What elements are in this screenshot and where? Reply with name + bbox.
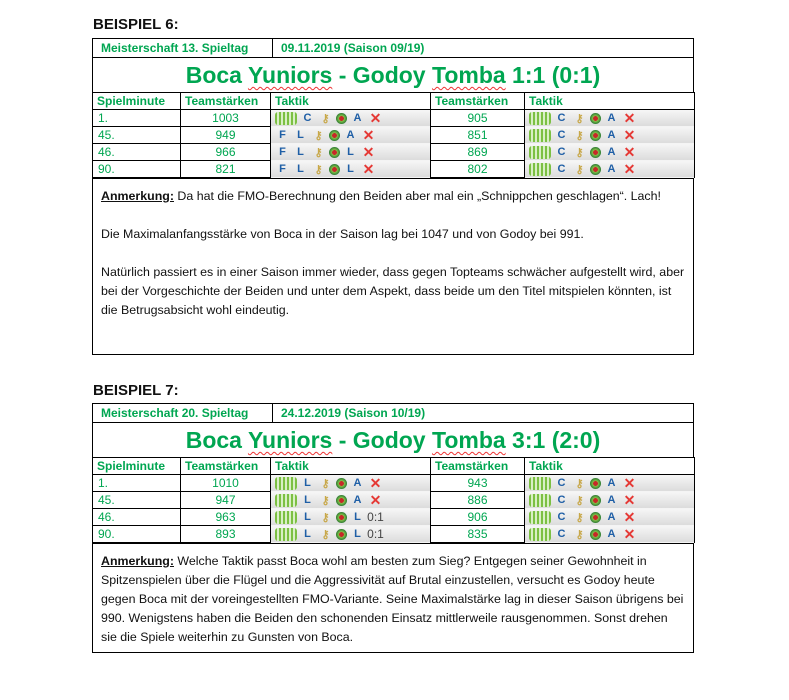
aggression-dial-icon — [336, 529, 347, 540]
stats-header — [93, 458, 695, 475]
header-tactic-home: Taktik — [271, 93, 431, 110]
minute-cell: 1. — [93, 110, 181, 127]
tactic-icons — [525, 127, 694, 143]
aggression-dial-icon — [329, 130, 340, 141]
note-paragraph: Die Maximalanfangsstärke von Boca in der Saison lag bei 1047 und von Godoy bei 991. — [101, 227, 584, 241]
away-strength-cell: 802 — [431, 161, 525, 178]
tactic-letter-icon: F — [279, 146, 286, 158]
formation-bars-icon — [529, 129, 551, 142]
close-icon: ✕ — [623, 491, 636, 508]
minute-cell: 1. — [93, 475, 181, 492]
away-tactic-cell — [525, 509, 695, 526]
away-tactic-cell — [525, 144, 695, 161]
tactic-letter-icon: C — [557, 511, 566, 523]
close-icon: ✕ — [362, 160, 375, 177]
match-meta — [92, 38, 694, 57]
formation-bars-icon — [529, 511, 551, 524]
key-icon: ⚷ — [314, 146, 323, 159]
match-title: Boca Yuniors - Godoy Tomba 3:1 (2:0) — [92, 422, 694, 457]
stats-table — [92, 92, 695, 178]
header-tactic-away: Taktik — [525, 458, 695, 475]
tactic-letter-icon: A — [607, 129, 616, 141]
tactic-letter-icon: L — [304, 511, 311, 523]
note-paragraph: Natürlich passiert es in einer Saison immer wieder, dass gegen Topteams schwächer aufgestellt wird, aber bei der Vorgeschichte der Beiden und unter dem Aspekt, dass beide um den Titel mitspielen könnten, ist die Betrugsabsicht wohl eindeutig. — [101, 265, 685, 317]
tactic-letter-icon: F — [279, 163, 286, 175]
tactic-letter-icon: A — [607, 511, 616, 523]
tactic-icons — [271, 144, 430, 160]
away-strength-cell: 906 — [431, 509, 525, 526]
aggression-dial-icon — [590, 495, 601, 506]
tactic-icons — [271, 509, 430, 525]
formation-bars-icon — [529, 528, 551, 541]
home-tactic-cell — [271, 509, 431, 526]
aggression-dial-icon — [336, 478, 347, 489]
tactic-letter-icon: C — [557, 494, 566, 506]
formation-bars-icon — [529, 494, 551, 507]
note-box — [92, 178, 694, 355]
key-icon: ⚷ — [575, 477, 584, 490]
tactic-icons — [271, 492, 430, 508]
home-strength-cell: 963 — [181, 509, 271, 526]
aggression-dial-icon — [590, 512, 601, 523]
header-tactic-home: Taktik — [271, 458, 431, 475]
note-first-paragraph: Anmerkung: Welche Taktik passt Boca wohl am besten zum Sieg? Entgegen seiner Gewohnheit in Spitzenspielen über die Flügel und die Aggressivität auf Brutal einzustellen, versucht es Godoy heute gegen Boca mit der voreingestellten FMO-Variante. Seine Maximalstärke lag in dieser Saison übrigens bei 990. Wenigstens haben die Beiden den schonenden Einsatz mittlerweile rausgenommen. Sonst drehen sie die Spiele weiterhin zu Gunsten von Boca. — [101, 554, 684, 644]
match-date: 09.11.2019 (Saison 09/19) — [281, 41, 425, 55]
tactic-icons — [525, 492, 694, 508]
formation-bars-icon — [529, 146, 551, 159]
formation-bars-icon — [529, 112, 551, 125]
tactic-letter-icon: L — [297, 146, 304, 158]
tactic-letter-icon: L — [297, 129, 304, 141]
header-minute: Spielminute — [93, 93, 181, 110]
close-icon: ✕ — [369, 474, 382, 491]
close-icon: ✕ — [369, 109, 382, 126]
tactic-icons — [525, 526, 694, 542]
match-round: Meisterschaft 13. Spieltag — [93, 39, 273, 57]
table-row — [93, 492, 695, 509]
tactic-letter-icon: C — [557, 112, 566, 125]
score-icon: 0:1 — [367, 527, 384, 541]
close-icon: ✕ — [623, 160, 636, 177]
table-row — [93, 509, 695, 526]
formation-bars-icon — [529, 163, 551, 176]
formation-bars-icon — [275, 112, 297, 125]
tactic-letter-icon: L — [354, 511, 361, 523]
tactic-icons — [525, 144, 694, 160]
close-icon: ✕ — [369, 491, 382, 508]
tactic-letter-icon: C — [557, 528, 566, 540]
formation-bars-icon — [275, 528, 297, 541]
match-date: 24.12.2019 (Saison 10/19) — [281, 406, 426, 420]
key-icon: ⚷ — [575, 528, 584, 541]
close-icon: ✕ — [362, 126, 375, 143]
key-icon: ⚷ — [575, 494, 584, 507]
minute-cell: 90. — [93, 161, 181, 178]
match-meta — [92, 403, 694, 422]
formation-bars-icon — [529, 477, 551, 490]
aggression-dial-icon — [336, 495, 347, 506]
key-icon: ⚷ — [321, 511, 330, 524]
aggression-dial-icon — [590, 529, 601, 540]
minute-cell: 46. — [93, 509, 181, 526]
home-tactic-cell — [271, 144, 431, 161]
key-icon: ⚷ — [575, 112, 584, 125]
away-strength-cell: 851 — [431, 127, 525, 144]
table-row — [93, 526, 695, 543]
home-strength-cell: 966 — [181, 144, 271, 161]
tactic-letter-icon: F — [279, 129, 286, 141]
header-strength-home: Teamstärken — [181, 458, 271, 475]
minute-cell: 90. — [93, 526, 181, 543]
away-strength-cell: 905 — [431, 110, 525, 127]
home-tactic-cell — [271, 526, 431, 543]
close-icon: ✕ — [623, 109, 636, 126]
close-icon: ✕ — [623, 474, 636, 491]
tactic-letter-icon: A — [607, 528, 616, 540]
key-icon: ⚷ — [321, 494, 330, 507]
header-minute: Spielminute — [93, 458, 181, 475]
tactic-letter-icon: L — [297, 163, 304, 175]
aggression-dial-icon — [336, 113, 347, 124]
key-icon: ⚷ — [575, 146, 584, 159]
tactic-letter-icon: A — [353, 494, 362, 506]
key-icon: ⚷ — [314, 163, 323, 176]
tactic-letter-icon: A — [607, 146, 616, 158]
tactic-letter-icon: A — [607, 494, 616, 506]
aggression-dial-icon — [590, 478, 601, 489]
tactic-icons — [525, 161, 694, 177]
home-strength-cell: 893 — [181, 526, 271, 543]
tactic-letter-icon: L — [347, 146, 354, 158]
table-row — [93, 127, 695, 144]
score-icon: 0:1 — [367, 510, 384, 524]
header-strength-away: Teamstärken — [431, 93, 525, 110]
away-tactic-cell — [525, 475, 695, 492]
home-strength-cell: 1003 — [181, 110, 271, 127]
home-tactic-cell — [271, 475, 431, 492]
home-strength-cell: 821 — [181, 161, 271, 178]
home-strength-cell: 947 — [181, 492, 271, 509]
away-tactic-cell — [525, 492, 695, 509]
away-strength-cell: 886 — [431, 492, 525, 509]
key-icon: ⚷ — [321, 477, 330, 490]
minute-cell: 45. — [93, 492, 181, 509]
tactic-letter-icon: L — [304, 494, 311, 506]
tactic-letter-icon: C — [303, 112, 312, 125]
away-strength-cell: 869 — [431, 144, 525, 161]
close-icon: ✕ — [623, 143, 636, 160]
tactic-letter-icon: A — [607, 163, 616, 175]
tactic-icons — [525, 110, 694, 126]
away-strength-cell: 835 — [431, 526, 525, 543]
table-row — [93, 161, 695, 178]
aggression-dial-icon — [590, 113, 601, 124]
tactic-icons — [271, 161, 430, 177]
aggression-dial-icon — [336, 512, 347, 523]
home-tactic-cell — [271, 161, 431, 178]
table-row — [93, 144, 695, 161]
key-icon: ⚷ — [321, 528, 330, 541]
example-6-heading: BEISPIEL 6: — [93, 16, 179, 33]
formation-bars-icon — [275, 511, 297, 524]
key-icon: ⚷ — [314, 129, 323, 142]
tactic-icons — [271, 127, 430, 143]
key-icon: ⚷ — [575, 511, 584, 524]
tactic-letter-icon: C — [557, 129, 566, 141]
close-icon: ✕ — [623, 126, 636, 143]
home-tactic-cell — [271, 492, 431, 509]
minute-cell: 46. — [93, 144, 181, 161]
aggression-dial-icon — [590, 164, 601, 175]
key-icon: ⚷ — [321, 112, 330, 125]
home-tactic-cell — [271, 127, 431, 144]
note-box — [92, 543, 694, 653]
tactic-letter-icon: A — [607, 112, 616, 125]
close-icon: ✕ — [623, 508, 636, 525]
away-tactic-cell — [525, 161, 695, 178]
minute-cell: 45. — [93, 127, 181, 144]
tactic-letter-icon: C — [557, 163, 566, 175]
table-row — [93, 110, 695, 127]
stats-table — [92, 457, 695, 543]
formation-bars-icon — [275, 477, 297, 490]
tactic-icons — [271, 110, 430, 126]
aggression-dial-icon — [329, 164, 340, 175]
tactic-icons — [271, 475, 430, 491]
formation-bars-icon — [275, 494, 297, 507]
header-strength-home: Teamstärken — [181, 93, 271, 110]
home-strength-cell: 1010 — [181, 475, 271, 492]
close-icon: ✕ — [362, 143, 375, 160]
aggression-dial-icon — [329, 147, 340, 158]
tactic-letter-icon: A — [353, 112, 362, 125]
away-tactic-cell — [525, 127, 695, 144]
tactic-letter-icon: C — [557, 146, 566, 158]
tactic-icons — [525, 475, 694, 491]
aggression-dial-icon — [590, 130, 601, 141]
header-strength-away: Teamstärken — [431, 458, 525, 475]
example-6-block — [92, 38, 694, 355]
example-7-block — [92, 403, 694, 653]
tactic-icons — [271, 526, 430, 542]
tactic-letter-icon: A — [346, 129, 355, 141]
tactic-letter-icon: L — [304, 477, 311, 490]
match-title: Boca Yuniors - Godoy Tomba 1:1 (0:1) — [92, 57, 694, 92]
tactic-letter-icon: A — [607, 477, 616, 490]
tactic-letter-icon: L — [304, 528, 311, 540]
away-strength-cell: 943 — [431, 475, 525, 492]
stats-header — [93, 93, 695, 110]
away-tactic-cell — [525, 526, 695, 543]
tactic-icons — [525, 509, 694, 525]
key-icon: ⚷ — [575, 129, 584, 142]
note-first-paragraph: Anmerkung: Da hat die FMO-Berechnung den Beiden aber mal ein „Schnippchen geschlagen“. Lach! — [101, 189, 661, 203]
table-row — [93, 475, 695, 492]
home-tactic-cell — [271, 110, 431, 127]
close-icon: ✕ — [623, 525, 636, 542]
tactic-letter-icon: L — [347, 163, 354, 175]
tactic-letter-icon: L — [354, 528, 361, 540]
key-icon: ⚷ — [575, 163, 584, 176]
tactic-letter-icon: C — [557, 477, 566, 490]
tactic-letter-icon: A — [353, 477, 362, 490]
home-strength-cell: 949 — [181, 127, 271, 144]
example-7-heading: BEISPIEL 7: — [93, 382, 179, 399]
away-tactic-cell — [525, 110, 695, 127]
match-round: Meisterschaft 20. Spieltag — [93, 404, 273, 422]
aggression-dial-icon — [590, 147, 601, 158]
header-tactic-away: Taktik — [525, 93, 695, 110]
